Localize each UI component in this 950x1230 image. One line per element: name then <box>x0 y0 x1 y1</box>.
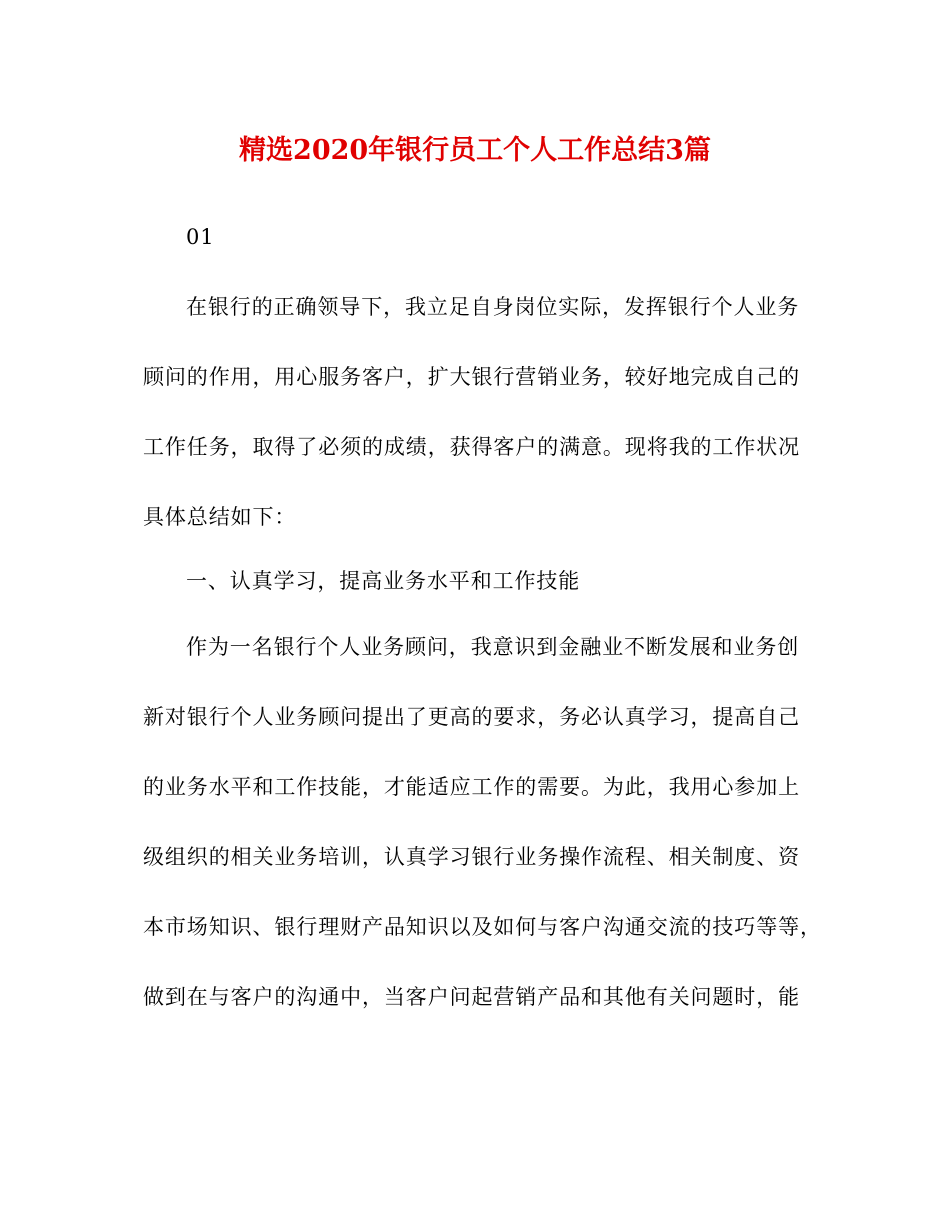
paragraph-line: 顾问的作用，用心服务客户，扩大银行营销业务，较好地完成自己的 <box>143 365 800 389</box>
paragraph-line: 的业务水平和工作技能，才能适应工作的需要。为此，我用心参加上 <box>143 775 800 799</box>
document-title: 精选2020年银行员工个人工作总结3篇 <box>239 135 711 166</box>
paragraph-line: 本市场知识、银行理财产品知识以及如何与客户沟通交流的技巧等等， <box>143 915 822 939</box>
paragraph-line: 新对银行个人业务顾问提出了更高的要求，务必认真学习，提高自己 <box>143 705 800 729</box>
paragraph-line: 在银行的正确领导下，我立足自身岗位实际，发挥银行个人业务 <box>186 295 800 319</box>
paragraph-line: 作为一名银行个人业务顾问，我意识到金融业不断发展和业务创 <box>186 635 800 659</box>
section-number: 01 <box>186 225 215 249</box>
paragraph-line: 做到在与客户的沟通中，当客户问起营销产品和其他有关问题时，能 <box>143 985 800 1009</box>
paragraph-line: 具体总结如下： <box>143 505 297 529</box>
paragraph-line: 工作任务，取得了必须的成绩，获得客户的满意。现将我的工作状况 <box>143 435 800 459</box>
paragraph-line: 级组织的相关业务培训，认真学习银行业务操作流程、相关制度、资 <box>143 845 800 869</box>
section-heading: 一、认真学习，提高业务水平和工作技能 <box>186 569 581 593</box>
